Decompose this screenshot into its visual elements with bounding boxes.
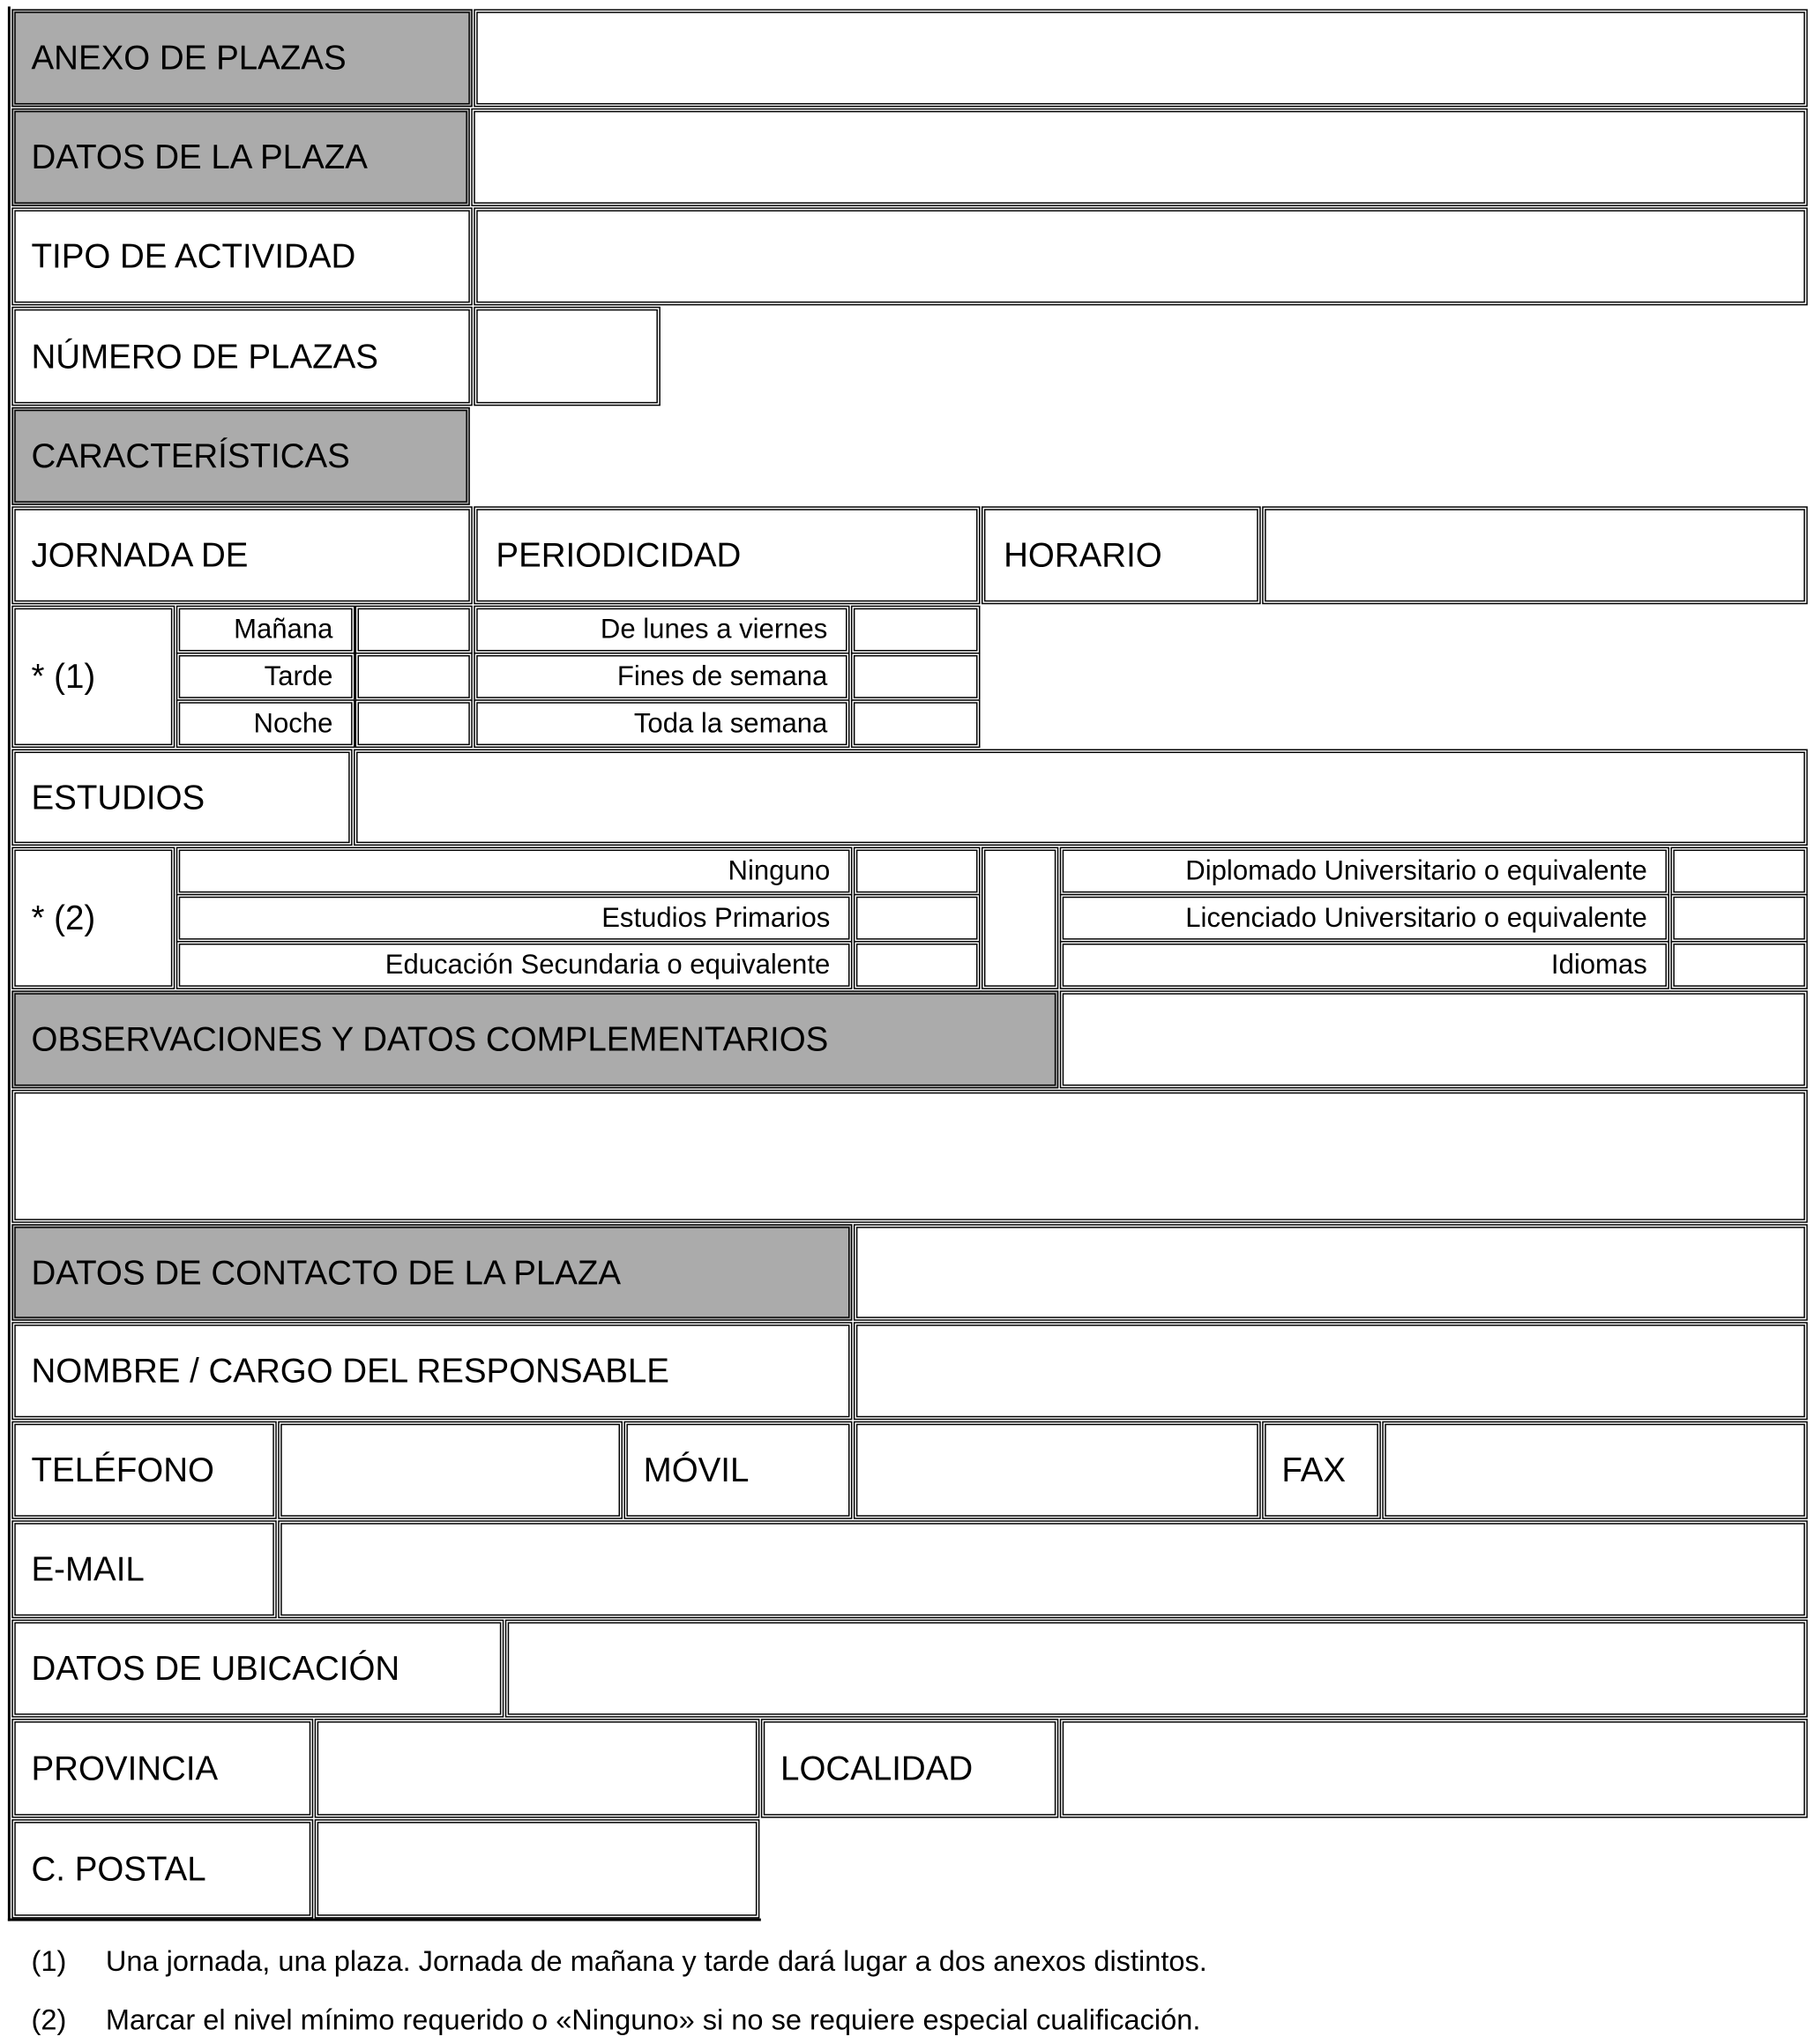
spacer-cell (982, 847, 1058, 989)
observaciones-header-field[interactable] (1060, 990, 1808, 1088)
estudios-option-label: Ninguno (176, 847, 853, 896)
estudios-field[interactable] (354, 750, 1808, 847)
label-tipo-actividad: TIPO DE ACTIVIDAD (11, 207, 472, 305)
checkbox-manana[interactable] (355, 606, 473, 654)
label-cpostal: C. POSTAL (11, 1819, 313, 1918)
note1-marker: * (1) (11, 606, 175, 748)
email-field[interactable] (278, 1520, 1808, 1618)
outer-border-line (8, 1919, 761, 1921)
label-horario: HORARIO (982, 506, 1261, 604)
checkbox-secundaria[interactable] (854, 941, 981, 989)
label-numero-plazas: NÚMERO DE PLAZAS (11, 307, 472, 406)
ubicacion-field[interactable] (505, 1620, 1808, 1718)
movil-field[interactable] (854, 1421, 1261, 1519)
checkbox-noche[interactable] (355, 699, 473, 748)
label-anexo: ANEXO DE PLAZAS (11, 9, 472, 107)
estudios-option-label: Licenciado Universitario o equivalente (1060, 894, 1669, 943)
estudios-option-label: Diplomado Universitario o equivalente (1060, 847, 1669, 896)
label-email: E-MAIL (11, 1520, 276, 1618)
checkbox-tarde[interactable] (355, 653, 473, 701)
checkbox-diplomado[interactable] (1670, 847, 1807, 896)
label-provincia: PROVINCIA (11, 1719, 313, 1817)
footnote-text: Una jornada, una plaza. Jornada de mañana y tarde dará lugar a dos anexos distintos. (105, 1944, 1207, 1978)
label-observaciones: OBSERVACIONES Y DATOS COMPLEMENTARIOS (11, 990, 1058, 1088)
label-fax: FAX (1262, 1421, 1381, 1519)
estudios-option-label: Educación Secundaria o equivalente (176, 941, 853, 989)
estudios-option-label: Estudios Primarios (176, 894, 853, 943)
provincia-field[interactable] (315, 1719, 760, 1817)
cpostal-field[interactable] (315, 1819, 760, 1918)
checkbox-toda-semana[interactable] (851, 699, 981, 748)
checkbox-primarios[interactable] (854, 894, 981, 943)
estudios-option-label: Idiomas (1060, 941, 1669, 989)
periodicidad-option-label: De lunes a viernes (474, 606, 849, 654)
label-periodicidad: PERIODICIDAD (474, 506, 980, 604)
responsable-field[interactable] (854, 1322, 1808, 1420)
tipo-actividad-field[interactable] (474, 207, 1808, 305)
observaciones-field[interactable] (11, 1090, 1807, 1223)
checkbox-fines-semana[interactable] (851, 653, 981, 701)
horario-field[interactable] (1262, 506, 1808, 604)
jornada-option-label: Tarde (176, 653, 355, 701)
outer-border-line (8, 6, 11, 1921)
footnote-number: (2) (31, 2003, 67, 2036)
footnote-number: (1) (31, 1944, 67, 1978)
checkbox-ninguno[interactable] (854, 847, 981, 896)
periodicidad-option-label: Fines de semana (474, 653, 849, 701)
fax-field[interactable] (1382, 1421, 1807, 1519)
numero-plazas-field[interactable] (474, 307, 661, 406)
note2-marker: * (2) (11, 847, 175, 989)
anexo-field[interactable] (474, 9, 1808, 107)
telefono-field[interactable] (278, 1421, 623, 1519)
checkbox-licenciado[interactable] (1670, 894, 1807, 943)
footnote-text: Marcar el nivel mínimo requerido o «Ninguno» si no se requiere especial cualificación. (105, 2003, 1201, 2036)
datos-plaza-field[interactable] (471, 108, 1808, 206)
contacto-field[interactable] (854, 1224, 1808, 1321)
jornada-option-label: Mañana (176, 606, 355, 654)
label-localidad: LOCALIDAD (761, 1719, 1058, 1817)
label-ubicacion: DATOS DE UBICACIÓN (11, 1620, 504, 1718)
checkbox-lunes-viernes[interactable] (851, 606, 981, 654)
label-contacto: DATOS DE CONTACTO DE LA PLAZA (11, 1224, 852, 1321)
checkbox-idiomas[interactable] (1670, 941, 1807, 989)
label-movil: MÓVIL (623, 1421, 852, 1519)
label-datos-plaza: DATOS DE LA PLAZA (11, 108, 469, 206)
label-telefono: TELÉFONO (11, 1421, 276, 1519)
label-estudios: ESTUDIOS (11, 750, 352, 847)
label-responsable: NOMBRE / CARGO DEL RESPONSABLE (11, 1322, 852, 1420)
localidad-field[interactable] (1060, 1719, 1808, 1817)
periodicidad-option-label: Toda la semana (474, 699, 849, 748)
jornada-option-label: Noche (176, 699, 355, 748)
label-jornada: JORNADA DE (11, 506, 472, 604)
label-caracteristicas: CARACTERÍSTICAS (11, 407, 469, 505)
